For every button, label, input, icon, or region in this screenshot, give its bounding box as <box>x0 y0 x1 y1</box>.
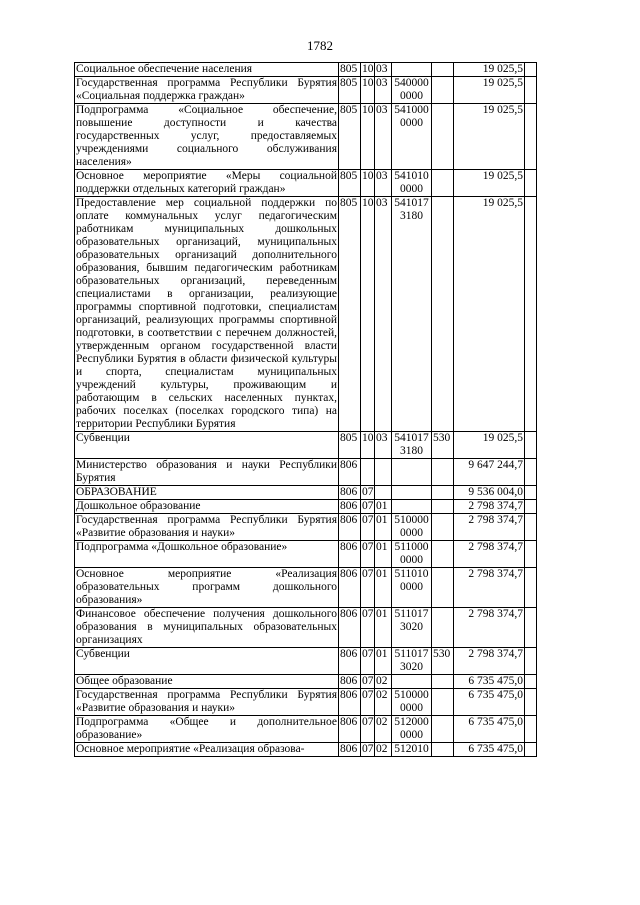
cell-pr <box>375 459 392 486</box>
cell-csr: 512010 <box>392 743 432 757</box>
cell-sum: 6 735 475,0 <box>454 675 525 689</box>
cell-name: Подпрограмма «Дошкольное образование» <box>75 541 339 568</box>
cell-gr: 806 <box>339 675 361 689</box>
cell-gr: 805 <box>339 104 361 170</box>
cell-name: Дошкольное образование <box>75 500 339 514</box>
cell-sum: 6 735 475,0 <box>454 743 525 757</box>
table-row <box>75 432 537 459</box>
cell-pr: 02 <box>375 716 392 743</box>
cell-pr: 03 <box>375 170 392 197</box>
cell-blank <box>525 170 537 197</box>
cell-sum: 2 798 374,7 <box>454 608 525 648</box>
cell-rz: 07 <box>361 514 375 541</box>
cell-gr: 806 <box>339 500 361 514</box>
cell-vr: 530 <box>432 432 454 459</box>
table-row <box>75 500 537 514</box>
cell-rz: 07 <box>361 689 375 716</box>
cell-rz: 07 <box>361 608 375 648</box>
cell-blank <box>525 689 537 716</box>
cell-rz <box>361 459 375 486</box>
cell-pr: 02 <box>375 675 392 689</box>
cell-csr <box>392 500 432 514</box>
cell-blank <box>525 743 537 757</box>
cell-csr <box>392 675 432 689</box>
cell-vr <box>432 675 454 689</box>
cell-pr <box>375 486 392 500</box>
cell-name: Государственная программа Республики Бурятия «Развитие образования и науки» <box>76 514 337 539</box>
cell-blank <box>525 500 537 514</box>
cell-name: Министерство образования и науки Республики Бурятия <box>76 459 337 484</box>
cell-gr: 806 <box>339 743 361 757</box>
cell-csr <box>392 486 432 500</box>
cell-name: Социальное обеспечение населения <box>75 63 339 77</box>
cell-rz: 07 <box>361 648 375 675</box>
cell-csr: 511010 0000 <box>392 568 432 608</box>
page-number: 1782 <box>307 38 333 53</box>
cell-blank <box>525 77 537 104</box>
cell-sum: 19 025,5 <box>454 77 525 104</box>
cell-gr: 805 <box>339 77 361 104</box>
cell-pr: 03 <box>375 77 392 104</box>
cell-name: Основное мероприятие «Меры социальной поддержки отдельных категорий граждан» <box>76 170 337 195</box>
cell-gr: 806 <box>339 568 361 608</box>
cell-sum: 6 735 475,0 <box>454 716 525 743</box>
table-row <box>75 743 537 757</box>
table-row <box>75 689 537 716</box>
cell-vr <box>432 716 454 743</box>
cell-sum: 9 536 004,0 <box>454 486 525 500</box>
cell-blank <box>525 568 537 608</box>
table-row <box>75 63 537 77</box>
table-row <box>75 568 537 608</box>
cell-name: Основное мероприятие «Реализация образова- <box>75 743 339 757</box>
cell-csr: 512000 0000 <box>392 716 432 743</box>
cell-sum: 2 798 374,7 <box>454 500 525 514</box>
cell-csr: 541017 3180 <box>392 432 432 459</box>
cell-rz: 10 <box>362 63 374 75</box>
cell-csr: 511017 3020 <box>392 608 432 648</box>
cell-gr: 806 <box>339 459 361 486</box>
cell-vr <box>432 459 454 486</box>
cell-gr: 806 <box>339 541 361 568</box>
table-row <box>75 716 537 743</box>
cell-blank <box>525 648 537 675</box>
cell-vr <box>432 541 454 568</box>
cell-name: Государственная программа Республики Бурятия «Развитие образования и науки» <box>76 689 337 714</box>
cell-vr <box>432 486 454 500</box>
cell-csr: 541000 0000 <box>392 104 432 170</box>
cell-blank <box>525 104 537 170</box>
cell-pr: 01 <box>375 648 392 675</box>
cell-vr <box>432 77 454 104</box>
cell-rz: 07 <box>362 743 374 755</box>
cell-blank <box>525 514 537 541</box>
cell-csr: 510000 0000 <box>392 689 432 716</box>
cell-name: Общее образование <box>75 675 339 689</box>
cell-name: ОБРАЗОВАНИЕ <box>75 486 339 500</box>
cell-csr: 541010 0000 <box>392 170 432 197</box>
table-row <box>75 197 537 432</box>
cell-name: Подпрограмма «Социальное обеспечение, повышение доступности и качества государственных услуг, предоставляемых учреждениями социального обслуживания населения» <box>76 104 337 168</box>
table-row <box>75 77 537 104</box>
table-row <box>75 541 537 568</box>
cell-rz: 10 <box>361 197 375 432</box>
cell-rz: 07 <box>362 500 374 512</box>
cell-pr: 02 <box>375 689 392 716</box>
cell-name: Финансовое обеспечение получения дошкольного образования в муниципальных образовательных организациях <box>76 608 337 646</box>
table-row <box>75 486 537 500</box>
cell-rz: 10 <box>361 432 375 459</box>
table-row <box>75 459 537 486</box>
cell-sum: 19 025,5 <box>454 170 525 197</box>
cell-sum: 2 798 374,7 <box>454 568 525 608</box>
cell-gr: 806 <box>339 648 361 675</box>
cell-csr <box>392 63 432 77</box>
cell-gr: 806 <box>339 716 361 743</box>
cell-pr: 02 <box>375 743 392 757</box>
cell-rz: 10 <box>361 77 375 104</box>
cell-name: Субвенции <box>75 432 339 459</box>
cell-pr: 03 <box>375 432 392 459</box>
cell-rz: 07 <box>361 716 375 743</box>
cell-blank <box>525 716 537 743</box>
cell-vr <box>432 197 454 432</box>
cell-vr <box>432 170 454 197</box>
cell-gr: 805 <box>339 432 361 459</box>
cell-name: Основное мероприятие «Реализация образовательных программ дошкольного образования» <box>76 568 337 606</box>
cell-rz: 10 <box>361 170 375 197</box>
cell-rz: 07 <box>361 541 375 568</box>
table-row <box>75 675 537 689</box>
cell-pr: 01 <box>375 500 392 514</box>
cell-blank <box>525 541 537 568</box>
cell-vr <box>432 608 454 648</box>
cell-vr <box>432 743 454 757</box>
cell-blank <box>525 432 537 459</box>
cell-sum: 19 025,5 <box>454 432 525 459</box>
cell-sum: 19 025,5 <box>454 104 525 170</box>
cell-pr: 03 <box>375 104 392 170</box>
cell-blank <box>525 486 537 500</box>
cell-csr: 541017 3180 <box>392 197 432 432</box>
cell-gr: 806 <box>339 486 361 500</box>
cell-vr <box>432 63 454 77</box>
cell-blank <box>525 608 537 648</box>
cell-csr: 511000 0000 <box>392 541 432 568</box>
cell-sum: 2 798 374,7 <box>454 648 525 675</box>
cell-csr: 510000 0000 <box>392 514 432 541</box>
cell-name: Подпрограмма «Общее и дополнительное образование» <box>76 716 337 741</box>
cell-rz: 07 <box>361 568 375 608</box>
cell-name: Предоставление мер социальной поддержки по оплате коммунальных услуг педагогическим работникам муниципальных дошкольных образовательных организаций, муниципальных образовательных организаций дополнительного образования, бывшим педагогическим работникам образовательных организаций, переведенным специалистами в организации, реализующие программы спортивной подготовки, специалистам организаций, реализующих программы спортивной подготовки, в соответствии с перечнем должностей, утвержденным органом государственной власти Республики Бурятия в области физической культуры и спорта, специалистам муниципальных учреждений культуры, проживающим и работающим в сельских населенных пунктах, рабочих поселках (поселках городского типа) на территории Республики Бурятия <box>76 197 337 430</box>
cell-sum: 9 647 244,7 <box>454 459 525 486</box>
cell-blank <box>525 459 537 486</box>
cell-sum: 2 798 374,7 <box>454 541 525 568</box>
cell-vr <box>432 689 454 716</box>
cell-blank <box>525 63 537 77</box>
cell-pr: 03 <box>375 63 392 77</box>
cell-vr <box>432 568 454 608</box>
cell-blank <box>525 675 537 689</box>
cell-pr: 01 <box>375 608 392 648</box>
cell-rz: 07 <box>362 675 374 687</box>
cell-vr <box>432 104 454 170</box>
table-row <box>75 608 537 648</box>
cell-gr: 806 <box>339 689 361 716</box>
cell-gr: 806 <box>339 514 361 541</box>
cell-csr <box>392 459 432 486</box>
cell-pr: 01 <box>375 568 392 608</box>
cell-pr: 03 <box>375 197 392 432</box>
cell-gr: 806 <box>339 608 361 648</box>
table-row <box>75 104 537 170</box>
cell-gr: 805 <box>339 170 361 197</box>
table-row <box>75 170 537 197</box>
cell-rz: 10 <box>361 104 375 170</box>
cell-vr: 530 <box>432 648 454 675</box>
cell-pr: 01 <box>375 541 392 568</box>
cell-csr: 511017 3020 <box>392 648 432 675</box>
cell-gr: 805 <box>339 197 361 432</box>
cell-sum: 6 735 475,0 <box>454 689 525 716</box>
cell-sum: 19 025,5 <box>454 63 525 77</box>
budget-table <box>74 62 537 757</box>
table-row <box>75 648 537 675</box>
cell-pr: 01 <box>375 514 392 541</box>
cell-name: Государственная программа Республики Бурятия «Социальная поддержка граждан» <box>76 77 337 102</box>
cell-sum: 2 798 374,7 <box>454 514 525 541</box>
cell-gr: 805 <box>339 63 361 77</box>
cell-vr <box>432 500 454 514</box>
cell-vr <box>432 514 454 541</box>
cell-csr: 540000 0000 <box>392 77 432 104</box>
table-row <box>75 514 537 541</box>
cell-blank <box>525 197 537 432</box>
cell-rz: 07 <box>362 486 374 498</box>
cell-sum: 19 025,5 <box>454 197 525 432</box>
cell-name: Субвенции <box>75 648 339 675</box>
